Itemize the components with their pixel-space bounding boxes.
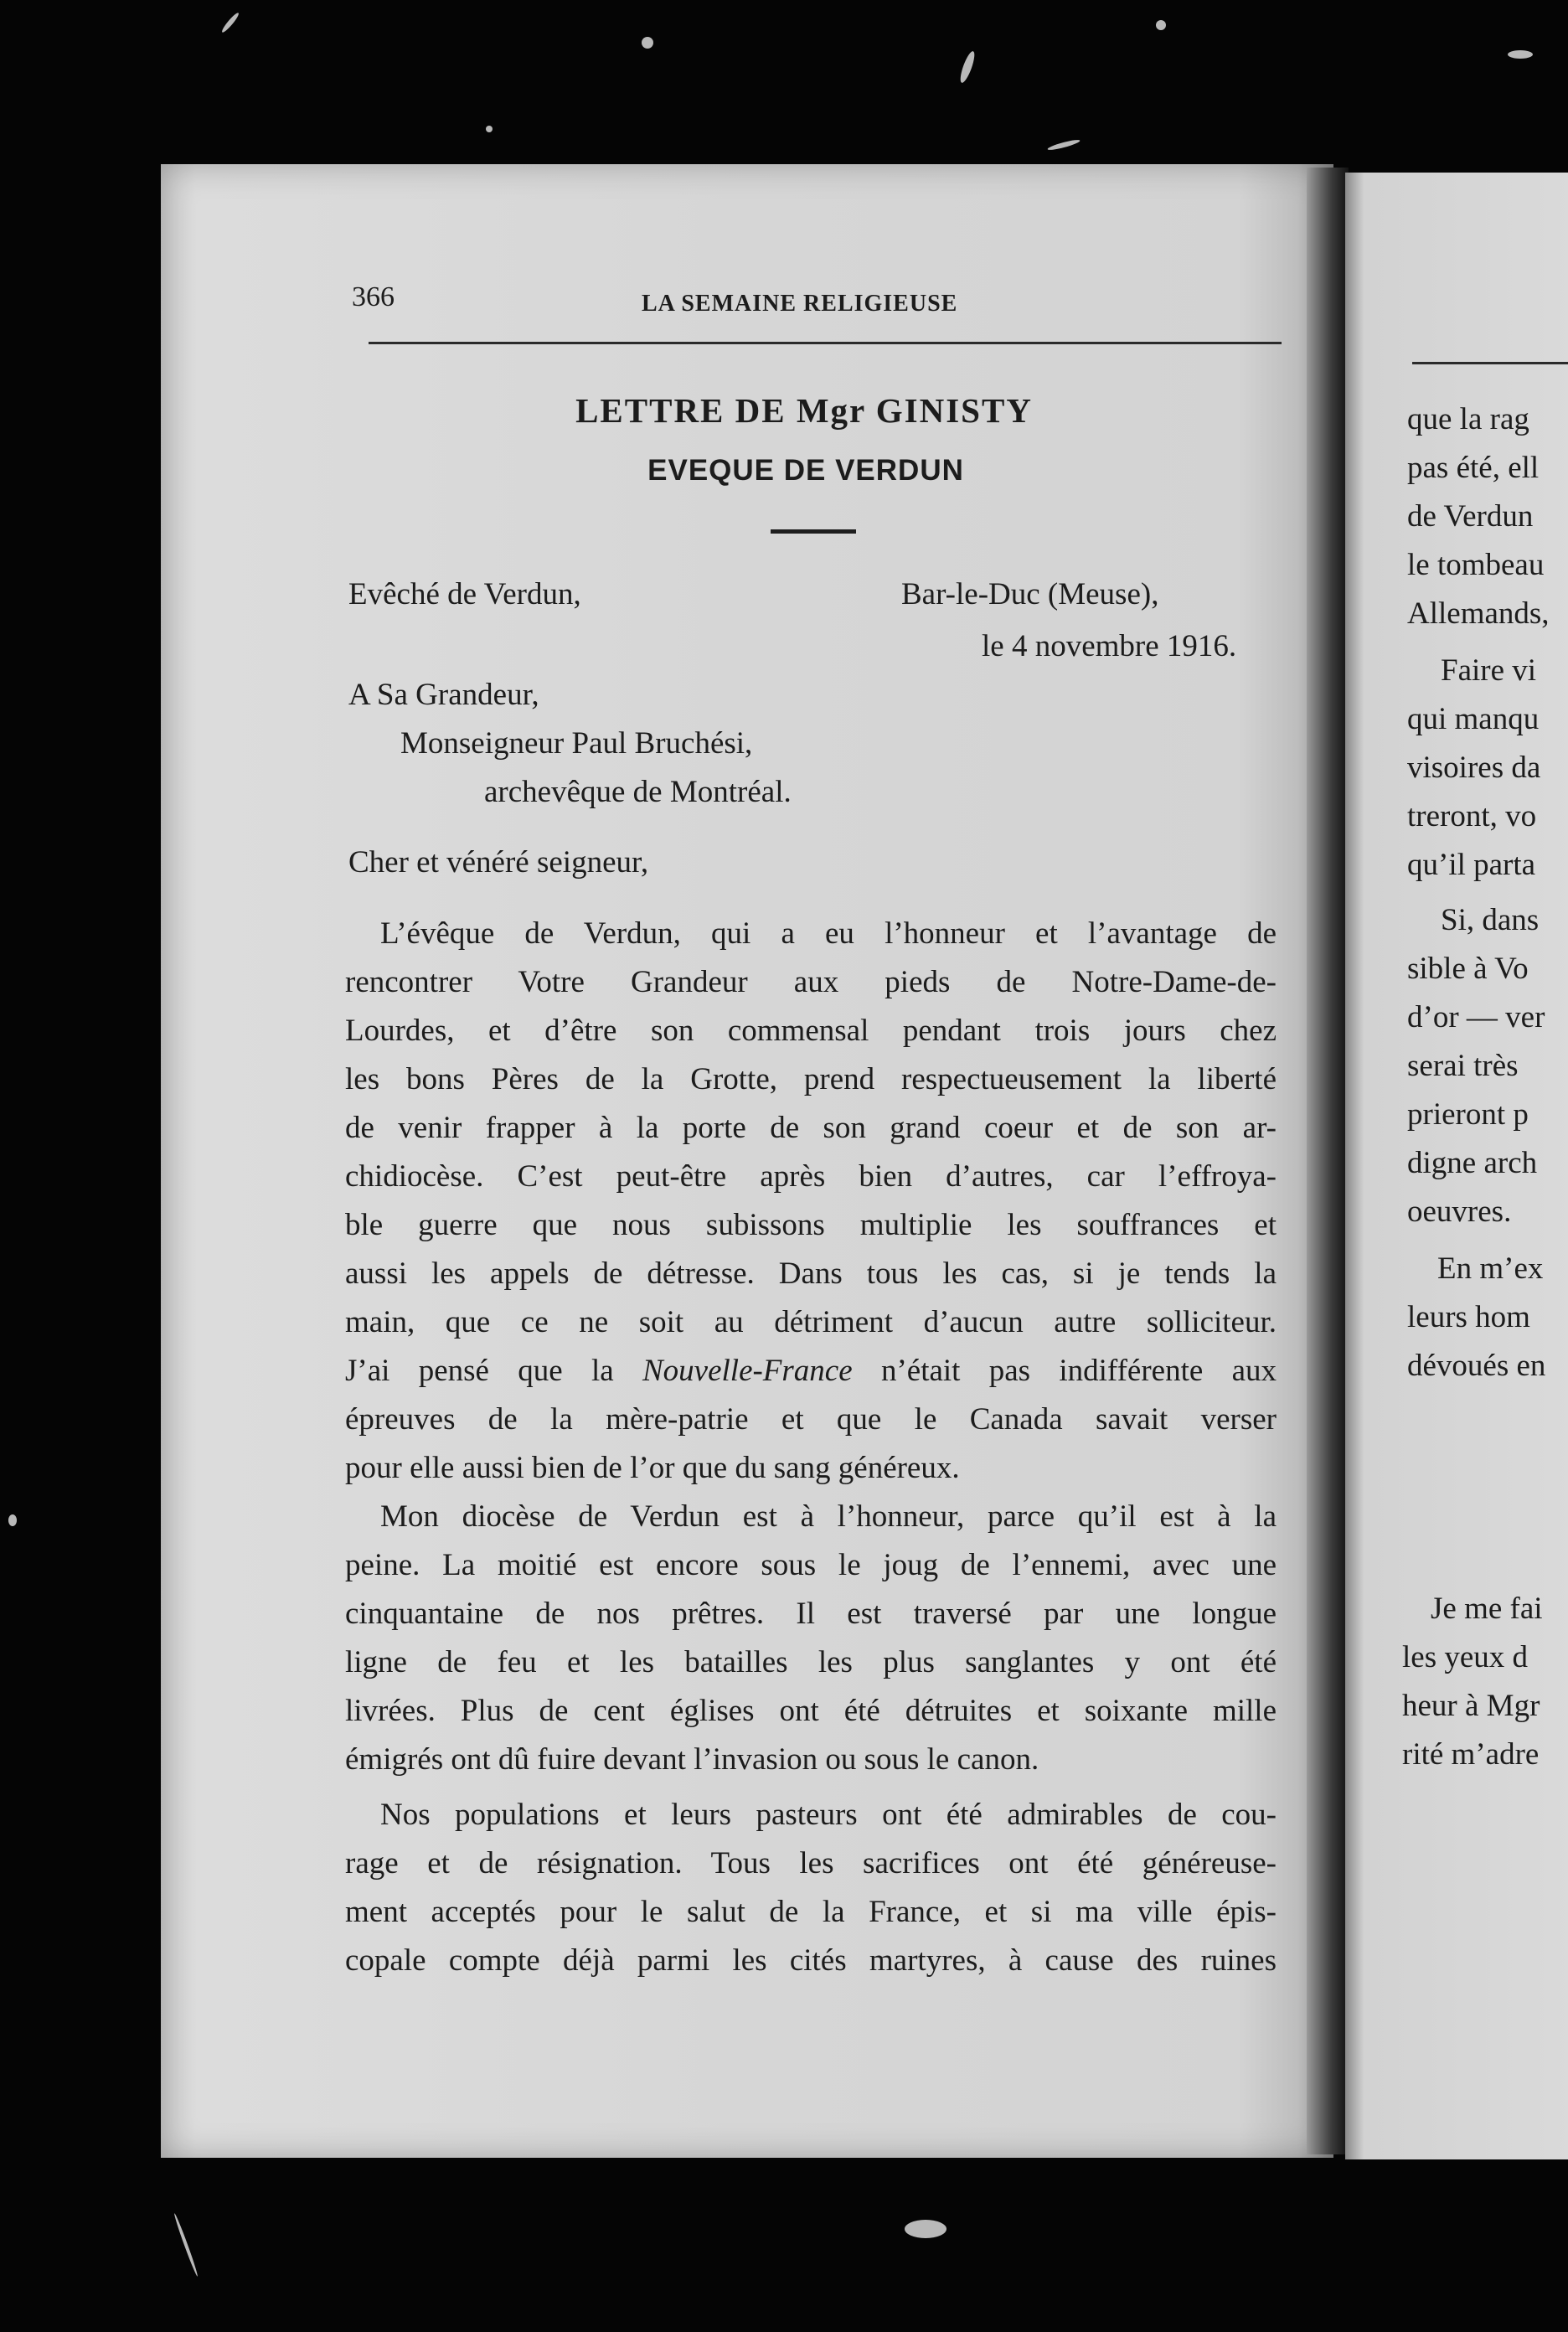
text-line: ble guerre que nous subissons multiplie les souffrances et	[345, 1208, 1277, 1242]
text-line: émigrés ont dû fuire devant l’invasion ou sous le canon.	[345, 1742, 1039, 1777]
facing-text-block-1	[1407, 395, 1550, 638]
fragment-line: prieront p	[1407, 1097, 1529, 1132]
facing-page-rule	[1412, 362, 1568, 364]
text-line: rencontrer Votre Grandeur aux pieds de Notre-Dame-de-	[345, 965, 1277, 999]
fragment-line: qu’il parta	[1407, 848, 1536, 882]
fragment-line: d’or — ver	[1407, 1000, 1545, 1034]
text-line: copale compte déjà parmi les cités martyres, à cause des ruines	[345, 1943, 1277, 1978]
letter-subtitle: EVEQUE DE VERDUN	[647, 454, 964, 487]
fragment-line: dévoués en	[1407, 1349, 1546, 1383]
text-line: Mon diocèse de Verdun est à l’honneur, parce qu’il est à la	[380, 1499, 1277, 1534]
dust-speck	[1156, 20, 1166, 30]
text-line: aussi les appels de détresse. Dans tous les cas, si je tends la	[345, 1256, 1277, 1291]
text-line: cinquantaine de nos prêtres. Il est traversé par une longue	[345, 1597, 1277, 1631]
dust-speck	[905, 2220, 946, 2238]
text-segment: J’ai pensé que la	[345, 1354, 642, 1388]
dust-speck	[1508, 50, 1533, 59]
salutation: Cher et vénéré seigneur,	[348, 845, 649, 880]
text-line: Lourdes, et d’être son commensal pendant trois jours chez	[345, 1014, 1277, 1048]
fragment-line: treront, vo	[1407, 799, 1537, 833]
dateline-date: le 4 novembre 1916.	[982, 629, 1237, 663]
fragment-line: qui manqu	[1407, 702, 1540, 736]
page-number: 366	[352, 281, 395, 312]
title-rule	[771, 529, 856, 534]
text-line: Nos populations et leurs pasteurs ont été admirables de cou-	[380, 1798, 1277, 1832]
fragment-line: les yeux d	[1402, 1640, 1529, 1674]
fragment-line: que la rag	[1407, 402, 1529, 436]
text-line: L’évêque de Verdun, qui a eu l’honneur et l’avantage de	[380, 916, 1277, 951]
text-line: peine. La moitié est encore sous le joug de l’ennemi, avec une	[345, 1548, 1277, 1582]
text-line: livrées. Plus de cent églises ont été détruites et soixante mille	[345, 1694, 1277, 1728]
text-line: les bons Pères de la Grotte, prend respectueusement la liberté	[345, 1062, 1277, 1096]
header-rule	[369, 342, 1282, 344]
fragment-line: Si, dans	[1441, 903, 1540, 937]
fragment-line: serai très	[1407, 1049, 1519, 1083]
facing-text-block-3b	[1407, 945, 1545, 1236]
text-line: rage et de résignation. Tous les sacrifices ont été généreuse-	[345, 1846, 1277, 1881]
address-line-1: A Sa Grandeur,	[348, 678, 539, 712]
dust-speck	[486, 126, 493, 132]
facing-text-block-5	[1431, 1585, 1543, 1633]
paragraph-3	[345, 1791, 1277, 1985]
fragment-line: Allemands,	[1407, 596, 1550, 631]
address-line-3: archevêque de Montréal.	[484, 775, 792, 809]
facing-text-block-5b	[1402, 1633, 1540, 1779]
fragment-line: heur à Mgr	[1402, 1689, 1540, 1723]
dust-speck	[642, 37, 653, 49]
facing-text-block-4b	[1407, 1293, 1545, 1390]
fragment-line: leurs hom	[1407, 1300, 1530, 1334]
fragment-line: de Verdun	[1407, 499, 1534, 534]
text-line: ment acceptés pour le salut de la France, et si ma ville épis-	[345, 1895, 1277, 1929]
fragment-line: pas été, ell	[1407, 451, 1540, 485]
text-line: main, que ce ne soit au détriment d’aucun autre solliciteur.	[345, 1305, 1277, 1339]
letter-title: LETTRE DE Mgr GINISTY	[575, 391, 1033, 430]
paragraph-2	[345, 1493, 1277, 1784]
address-line-2: Monseigneur Paul Bruchési,	[400, 726, 753, 761]
text-segment: n’était pas indifférente aux	[852, 1354, 1277, 1388]
fragment-line: rité m’adre	[1402, 1737, 1540, 1772]
dust-speck	[8, 1514, 17, 1526]
italic-title: Nouvelle-France	[642, 1354, 853, 1388]
fragment-line: sible à Vo	[1407, 952, 1529, 986]
fragment-line: Je me fai	[1431, 1592, 1543, 1626]
fragment-line: visoires da	[1407, 751, 1541, 785]
text-line: de venir frapper à la porte de son grand coeur et de son ar-	[345, 1111, 1277, 1145]
text-line: pour elle aussi bien de l’or que du sang généreux.	[345, 1451, 960, 1485]
sender-location: Evêché de Verdun,	[348, 577, 581, 611]
fragment-line: Faire vi	[1441, 653, 1537, 688]
text-line-with-italic	[345, 1347, 1277, 1396]
text-line: chidiocèse. C’est peut-être après bien d’autres, car l’effroya-	[345, 1159, 1277, 1194]
running-title: LA SEMAINE RELIGIEUSE	[642, 291, 958, 317]
facing-text-block-4	[1437, 1245, 1543, 1293]
facing-text-block-2b	[1407, 695, 1540, 890]
text-line: ligne de feu et les batailles les plus sanglantes y ont été	[345, 1645, 1277, 1679]
facing-text-block-2	[1441, 647, 1536, 695]
facing-text-block-3	[1441, 896, 1539, 945]
fragment-line: le tombeau	[1407, 548, 1545, 582]
fragment-line: En m’ex	[1437, 1251, 1544, 1286]
fragment-line: oeuvres.	[1407, 1194, 1512, 1229]
fragment-line: digne arch	[1407, 1146, 1538, 1180]
paragraph-1	[345, 910, 1277, 1493]
dateline-place: Bar-le-Duc (Meuse),	[901, 577, 1159, 611]
text-line: épreuves de la mère-patrie et que le Canada savait verser	[345, 1402, 1277, 1437]
